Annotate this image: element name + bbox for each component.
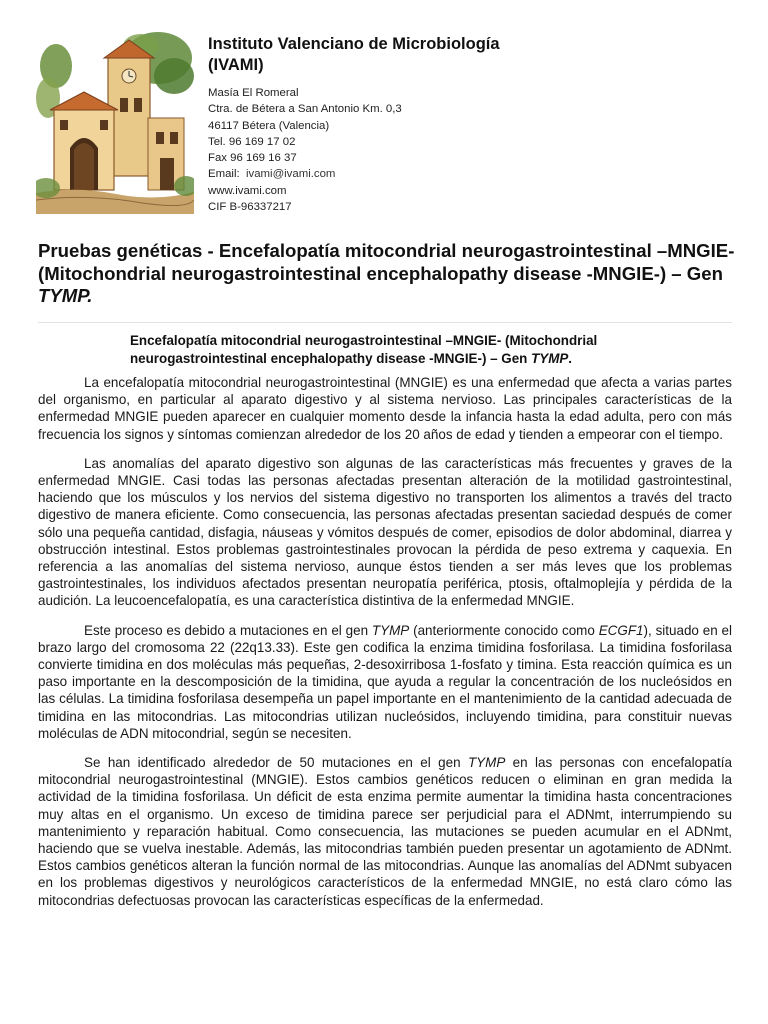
section-title-end: . <box>568 351 573 366</box>
cif-number: CIF B-96337217 <box>208 201 292 214</box>
website-link[interactable]: www.ivami.com <box>208 184 287 197</box>
paragraph-1: La encefalopatía mitocondrial neurogastrointestinal (MNGIE) es una enfermedad que afecta a varias partes del organismo, en particular al aparato digestivo y al sistema nervioso. Las principales características de la enfermedad MNGIE pueden aparecer en cualquier momento desde la infancia hasta la edad adulta, pero con más frecuencia los signos y síntomas comienzan alrededor de los 20 años de edad y tienden a empeorar con el tiempo. <box>38 375 732 442</box>
email-label: Email: <box>208 168 240 181</box>
article-body <box>38 374 732 921</box>
organization-address <box>208 85 728 215</box>
page-title <box>38 240 738 308</box>
email-line <box>208 166 728 182</box>
section-title-text: Encefalopatía mitocondrial neurogastrointestinal –MNGIE- (Mitochondrial neurogastrointestinal encephalopathy disease -MNGIE-) – Gen <box>130 333 598 366</box>
organization-name-line2: (IVAMI) <box>208 56 264 74</box>
paragraph-3-part-b: (anteriormente conocido como <box>413 622 595 638</box>
section-title-gene: TYMP <box>531 351 569 366</box>
paragraph-2: Las anomalías del aparato digestivo son algunas de las características más frecuentes y graves de la enfermedad MNGIE. Casi todas las personas afectadas presentan alteración de la motilidad gastrointestinal, haciendo que los músculos y los nervios del sistema digestivo no transporten los alimentos a través del tracto digestivo de manera eficiente. Como consecuencia, las personas afectadas presentan saciedad después de comer sólo una pequeña cantidad, disfagia, náuseas y vómitos después de comer, episodios de dolor abdominal, diarrea y obstrucción intestinal. Estos problemas gastrointestinales provocan la pérdida de peso extrema y caquexia. En referencia a las anomalías del sistema nervioso, aunque éstos tienden a ser más leves que los problemas gastrointestinales, los individuos afectados presentan neuropatía periférica, ptosis, oftalmoplejía y pérdida de la audición. La leucoencefalopatía, es una característica distintiva de la enfermedad MNGIE. <box>38 455 732 609</box>
paragraph-3-part-c: ), situado en el brazo largo del cromosoma 22 (22q13.33). Este gen codifica la enzima timidina fosforilasa. La timidina fosforilasa convierte timidina en dos moléculas más pequeñas, 2-desoxirribosa 1-fosfato y timina. Esta reacción química es un paso importante en la descomposición de la timidina, que ayuda a regular la concentración de los nucleósidos en las células. La timidina fosforilasa desempeña un papel importante en el mantenimiento de la cantidad adecuada de timidina en las mitocondrias. Las mitocondrias utilizan nucleósidos, incluyendo timidina, para constituir nuevas moléculas de ADN mitocondrial, según se necesiten. <box>38 622 733 741</box>
page-title-text: Pruebas genéticas - Encefalopatía mitocondrial neurogastrointestinal –MNGIE- (Mitochondrial neurogastrointestinal encephalopathy disease -MNGIE-) – Gen <box>38 240 735 284</box>
paragraph-3 <box>38 622 732 742</box>
page-title-gene: TYMP. <box>38 285 93 306</box>
title-divider <box>38 322 732 323</box>
section-title <box>130 332 690 368</box>
paragraph-4-gene: TYMP <box>467 755 506 771</box>
address-line1: Masía El Romeral <box>208 87 299 99</box>
paragraph-4 <box>38 754 732 909</box>
organization-info <box>208 34 728 215</box>
fax-number: Fax 96 169 16 37 <box>208 152 297 165</box>
paragraph-3-alias: ECGF1 <box>598 622 644 638</box>
paragraph-4-part-a: Se han identificado alrededor de 50 mutaciones en el gen <box>84 755 461 771</box>
paragraph-4-part-b: en las personas con encefalopatía mitocondrial neurogastrointestinal (MNGIE). Estos cambios genéticos reducen o eliminan en gran medida la actividad de la timidina fosforilasa. Un déficit de esta enzima permite aumentar la timidina hasta concentraciones muy altas en el organismo. Un exceso de timidina parece ser perjudicial para el ADNmt, interrumpiendo su mantenimiento y reparación habitual. Como consecuencia, las mutaciones se pueden acumular en el ADNmt, haciendo que se vuelva inestable. Además, las mitocondrias también pueden presentar un agotamiento de ADNmt. Estos cambios genéticos alteran la función normal de las mitocondrias. Aunque las anomalías del ADNmt subyacen en los problemas digestivos y neurológicos característicos de la enfermedad MNGIE, no está claro cómo las mitocondrias defectuosas provocan las características específicas de la enfermedad. <box>38 755 732 908</box>
address-line3: 46117 Bétera (Valencia) <box>208 119 330 132</box>
phone-number: Tel. 96 169 17 02 <box>208 135 296 148</box>
ivami-logo-illustration <box>36 28 194 214</box>
address-line2: Ctra. de Bétera a San Antonio Km. 0,3 <box>208 103 402 116</box>
organization-name-line1: Instituto Valenciano de Microbiología <box>208 35 500 53</box>
organization-name <box>208 34 728 76</box>
letterhead <box>36 28 736 223</box>
email-link[interactable]: ivami@ivami.com <box>246 168 336 181</box>
paragraph-3-part-a: Este proceso es debido a mutaciones en el gen <box>84 622 369 638</box>
paragraph-3-gene: TYMP <box>371 622 410 638</box>
